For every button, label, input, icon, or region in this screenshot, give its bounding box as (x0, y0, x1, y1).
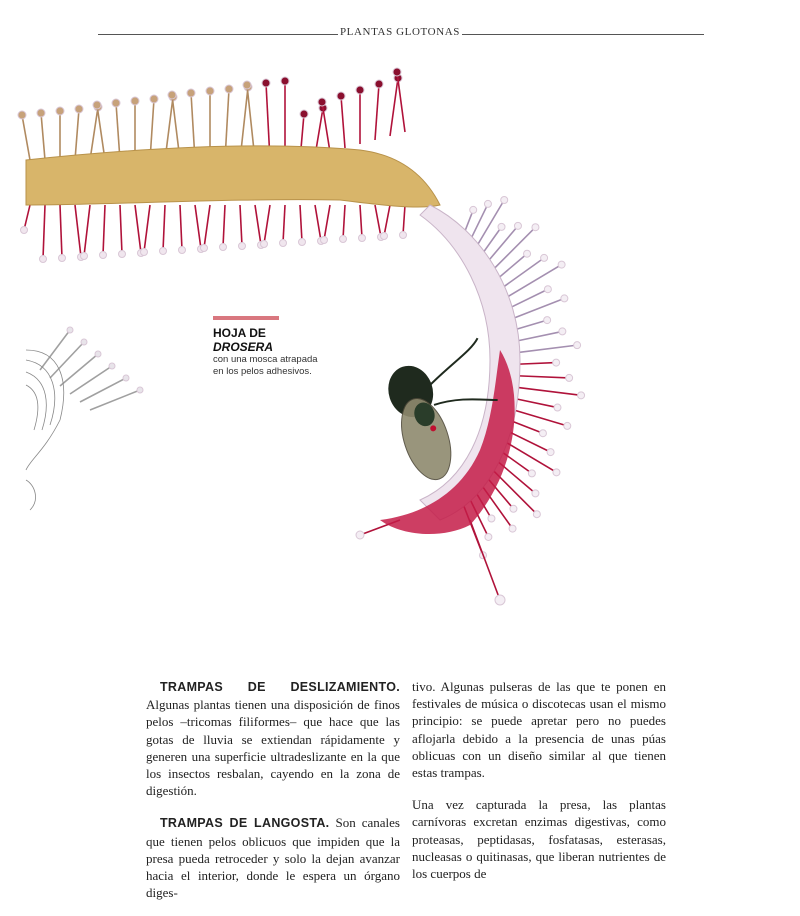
drosera-dew-drop (40, 256, 47, 263)
drosera-dew-drop (300, 110, 308, 118)
drosera-dew-drop (553, 359, 560, 366)
caption-accent-bar (213, 316, 279, 320)
drosera-dew-drop (578, 392, 585, 399)
paragraph-digestion: Una vez capturada la presa, las plantas carnívoras excretan enzimas digestivas, como proteasas, peptidasas, fosfatasas, esterasas, nucleasas o quitinasas, que liberan nutrientes de los cuerpos de (412, 797, 666, 882)
drosera-tentacle (488, 226, 518, 262)
drosera-tentacle (390, 78, 398, 136)
drosera-tentacle (120, 205, 122, 254)
drosera-dew-drop (56, 107, 64, 115)
drosera-dew-drop (547, 449, 554, 456)
drosera-tentacle (375, 205, 381, 237)
drosera-tentacle (403, 205, 405, 235)
drosera-tentacle (264, 205, 270, 244)
drosera-dew-drop (59, 255, 66, 262)
drosera-dew-drop (100, 252, 107, 259)
drosera-tentacle (517, 399, 557, 407)
drosera-illustration (0, 40, 800, 640)
drosera-tentacle (503, 258, 544, 288)
drosera-dew-drop (18, 111, 26, 119)
drosera-tentacle (375, 84, 379, 140)
drosera-dew-drop (558, 261, 565, 268)
caption-title-line2: DROSERA (213, 340, 274, 354)
paragraph-trampas-deslizamiento (146, 678, 400, 799)
drosera-tentacle (144, 205, 150, 252)
drosera-tentacle (60, 354, 98, 386)
drosera-dew-drop (559, 328, 566, 335)
drosera-tentacle (519, 376, 569, 378)
header-rule-right (462, 34, 704, 35)
drosera-dew-drop (393, 68, 401, 76)
drosera-dew-drop (524, 250, 531, 257)
drosera-tentacle (513, 422, 543, 434)
drosera-dew-drop (261, 241, 268, 248)
drosera-dew-drop (485, 533, 492, 540)
drosera-tentacle (343, 205, 345, 239)
drosera-dew-drop (109, 363, 115, 369)
drosera-tentacle (135, 205, 141, 253)
drosera-tentacle (507, 443, 557, 473)
drosera-tentacle (519, 388, 582, 396)
figure-caption (213, 316, 323, 378)
drosera-tentacle (498, 254, 527, 279)
drosera-tentacle (103, 205, 105, 255)
drosera-tentacle (22, 115, 30, 160)
drosera-dew-drop (470, 206, 477, 213)
drosera-tentacle (513, 298, 564, 318)
drosera-tentacle (255, 205, 261, 245)
drosera-dew-drop (179, 247, 186, 254)
drosera-dew-drop (495, 595, 505, 605)
drosera-dew-drop (514, 222, 521, 229)
drosera-tentacle (60, 205, 62, 258)
drosera-tentacle (341, 96, 345, 148)
drosera-dew-drop (356, 86, 364, 94)
drosera-dew-drop (81, 253, 88, 260)
drosera-dew-drop (206, 87, 214, 95)
drosera-tentacle (75, 205, 81, 257)
paragraph-lead: TRAMPAS DE DESLIZAMIENTO. (160, 680, 400, 694)
drosera-dew-drop (533, 511, 540, 518)
caption-body: con una mosca atrapada en los pelos adhesivos. (213, 354, 318, 377)
drosera-dew-drop (501, 197, 508, 204)
drosera-tentacle (360, 205, 362, 238)
drosera-tentacle (75, 109, 79, 160)
drosera-tentacle (300, 205, 302, 242)
drosera-dew-drop (528, 470, 535, 477)
drosera-tentacle (50, 342, 84, 378)
drosera-dew-drop (488, 515, 495, 522)
drosera-dew-drop (220, 244, 227, 251)
drosera-dew-drop (262, 79, 270, 87)
drosera-tentacle (163, 205, 165, 251)
drosera-dew-drop (160, 248, 167, 255)
drosera-dew-drop (554, 404, 561, 411)
drosera-dew-drop (532, 490, 539, 497)
drosera-tentacle (180, 205, 182, 250)
drosera-tentacle (507, 265, 562, 298)
drosera-tentacle (40, 330, 70, 370)
drosera-dew-drop (321, 237, 328, 244)
drosera-partial-leaf-left (26, 350, 64, 510)
drosera-dew-drop (239, 243, 246, 250)
drosera-dew-drop (201, 245, 208, 252)
drosera-dew-drop (243, 81, 251, 89)
drosera-dew-drop (498, 223, 505, 230)
drosera-dew-drop (93, 101, 101, 109)
drosera-dew-drop (541, 254, 548, 261)
drosera-tentacle (482, 227, 502, 255)
drosera-tentacle (240, 205, 242, 246)
drosera-dew-drop (400, 232, 407, 239)
drosera-dew-drop (119, 251, 126, 258)
drosera-tentacle (41, 113, 45, 160)
drosera-dew-drop (187, 89, 195, 97)
drosera-tentacle (315, 205, 321, 241)
drosera-dew-drop (356, 531, 364, 539)
drosera-tentacle (43, 205, 45, 259)
drosera-tentacle (519, 363, 556, 365)
drosera-dew-drop (561, 295, 568, 302)
drosera-dew-drop (225, 85, 233, 93)
paragraph-lead: TRAMPAS DE LANGOSTA. (160, 816, 330, 831)
paragraph-continuation: tivo. Algunas pulseras de las que te ponen en festivales de música o discotecas usan el mismo principio: se puede apretar pero no puedes aflojarla debido a la presencia de unas púas oblicuas con un diseño similar al que tienen estas trampas. (412, 679, 666, 781)
drosera-tentacle (70, 366, 112, 394)
drosera-dew-drop (112, 99, 120, 107)
caption-title-line1: HOJA DE (213, 326, 266, 340)
paragraph-text: Son canales que tienen pelos oblicuos que impiden que la presa pueda retroceder y solo la dejan avanzar hacia el interior, donde le espera un órgano diges- (146, 815, 400, 901)
drosera-dew-drop (539, 430, 546, 437)
drosera-dew-drop (564, 422, 571, 429)
drosera-dew-drop (340, 236, 347, 243)
paragraph-trampas-langosta (146, 814, 400, 901)
drosera-tentacle (283, 205, 285, 243)
drosera-dew-drop (509, 525, 516, 532)
drosera-dew-drop (532, 224, 539, 231)
section-title: PLANTAS GLOTONAS (339, 26, 461, 38)
drosera-tentacle (470, 520, 500, 600)
drosera-tentacle (384, 205, 390, 236)
drosera-tentacle (517, 331, 562, 340)
drosera-dew-drop (510, 505, 517, 512)
paragraph-text: Algunas plantas tienen una disposición de finos pelos –tricomas filiformes– que hace que las gotas de lluvia se extiendan rápidamente y generen una superficie ultradeslizante en la que los insectos resbalan, cayendo en la zona de digestión. (146, 697, 400, 799)
drosera-dew-drop (553, 469, 560, 476)
drosera-tentacle (97, 105, 105, 160)
drosera-tentacle (223, 205, 225, 247)
drosera-dew-drop (75, 105, 83, 113)
drosera-tentacle (516, 410, 568, 425)
drosera-dew-drop (484, 200, 491, 207)
drosera-dew-drop (137, 387, 143, 393)
drosera-tentacle (519, 345, 578, 352)
article-column-right (412, 678, 666, 897)
drosera-tentacle (84, 205, 90, 256)
drosera-dew-drop (67, 327, 73, 333)
drosera-dew-drop (318, 98, 326, 106)
drosera-dew-drop (299, 239, 306, 246)
drosera-dew-drop (123, 375, 129, 381)
drosera-dew-drop (168, 91, 176, 99)
caption-title (213, 326, 323, 354)
drosera-tentacle (204, 205, 210, 248)
drosera-dew-drop (280, 240, 287, 247)
drosera-dew-drop (381, 233, 388, 240)
drosera-tentacle (516, 320, 548, 329)
drosera-dew-drop (150, 95, 158, 103)
article-column-left (146, 678, 400, 916)
drosera-dew-drop (141, 249, 148, 256)
drosera-dew-drop (95, 351, 101, 357)
drosera-dew-drop (574, 342, 581, 349)
drosera-dew-drop (37, 109, 45, 117)
drosera-tentacle (324, 205, 330, 240)
drosera-dew-drop (21, 227, 28, 234)
drosera-tentacle (90, 107, 98, 160)
drosera-leaf-blade (26, 146, 440, 207)
drosera-dew-drop (544, 317, 551, 324)
header-rule-left (98, 34, 338, 35)
drosera-dew-drop (81, 339, 87, 345)
drosera-dew-drop (544, 286, 551, 293)
drosera-dew-drop (359, 235, 366, 242)
drosera-dew-drop (281, 77, 289, 85)
drosera-tentacle (195, 205, 201, 249)
drosera-dew-drop (337, 92, 345, 100)
drosera-dew-drop (566, 374, 573, 381)
drosera-dew-drop (131, 97, 139, 105)
drosera-dew-drop (375, 80, 383, 88)
